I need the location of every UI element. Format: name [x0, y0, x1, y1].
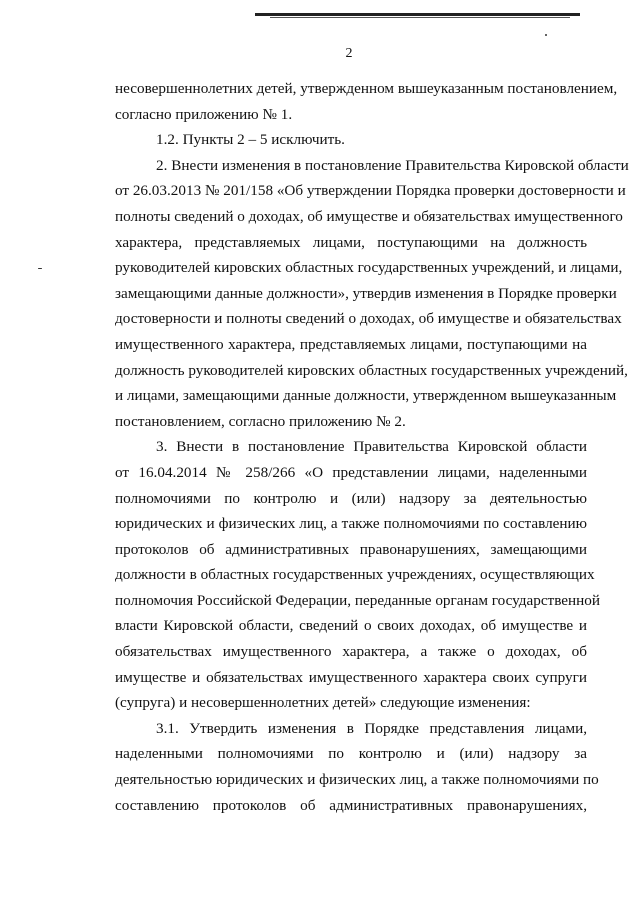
text-line: характера, представляемых лицами, поступающими на должность [115, 233, 587, 251]
text-line: юридических и физических лиц, а также полномочиями по составлению [115, 515, 587, 533]
text-line: согласно приложению № 1. [115, 105, 293, 123]
text-line: руководителей кировских областных государственных учреждений, и лицами, [115, 259, 623, 277]
scan-artifact-line [270, 17, 570, 18]
text-line: замещающими данные должности», утвердив изменения в Порядке проверки [115, 284, 617, 302]
text-line: должности в областных государственных учреждениях, осуществляющих [115, 566, 595, 584]
text-line: и лицами, замещающими данные должности, утвержденном вышеуказанным [115, 387, 617, 405]
text-line: власти Кировской области, сведений о своих доходах, об имуществе и [115, 617, 587, 635]
text-line: (супруга) и несовершеннолетних детей» следующие изменения: [115, 694, 531, 712]
text-line: имуществе и обязательствах имущественного характера своих супруги [115, 668, 587, 686]
text-line: 2. Внести изменения в постановление Правительства Кировской области [156, 156, 629, 174]
text-line: полномочиями по контролю и (или) надзору за деятельностью [115, 489, 587, 507]
scan-speck [545, 34, 547, 36]
text-line: 3. Внести в постановление Правительства Кировской области [156, 438, 587, 456]
text-line: составлению протоколов об административных правонарушениях, [115, 796, 587, 814]
text-line: обязательствах имущественного характера, а также о доходах, об [115, 643, 587, 661]
text-line: от 26.03.2013 № 201/158 «Об утверждении Порядка проверки достоверности и [115, 182, 626, 200]
text-line: достоверности и полноты сведений о доходах, об имуществе и обязательствах [115, 310, 622, 328]
text-line: протоколов об административных правонарушениях, замещающими [115, 540, 587, 558]
text-line: несовершеннолетних детей, утвержденном вышеуказанным постановлением, [115, 80, 618, 97]
text-line: от 16.04.2014 № 258/266 «О представлении лицами, наделенными [115, 463, 587, 481]
text-line: 3.1. Утвердить изменения в Порядке представления лицами, [156, 719, 587, 737]
text-line: должность руководителей кировских областных государственных учреждений, [115, 361, 628, 379]
text-line: 1.2. Пункты 2 – 5 исключить. [156, 131, 345, 149]
text-line: полноты сведений о доходах, об имуществе и обязательствах имущественного [115, 207, 623, 225]
text-line: полномочия Российской Федерации, переданные органам государственной [115, 591, 600, 609]
text-line: наделенными полномочиями по контролю и (или) надзору за [115, 745, 587, 763]
page-number: 2 [345, 46, 353, 61]
text-line: постановлением, согласно приложению № 2. [115, 412, 406, 430]
text-line: деятельностью юридических и физических лиц, а также полномочиями по [115, 771, 599, 789]
scan-speck [38, 268, 42, 269]
document-body [115, 76, 629, 818]
scan-artifact-line [255, 13, 580, 16]
text-line: имущественного характера, представляемых лицами, поступающими на [115, 335, 587, 353]
